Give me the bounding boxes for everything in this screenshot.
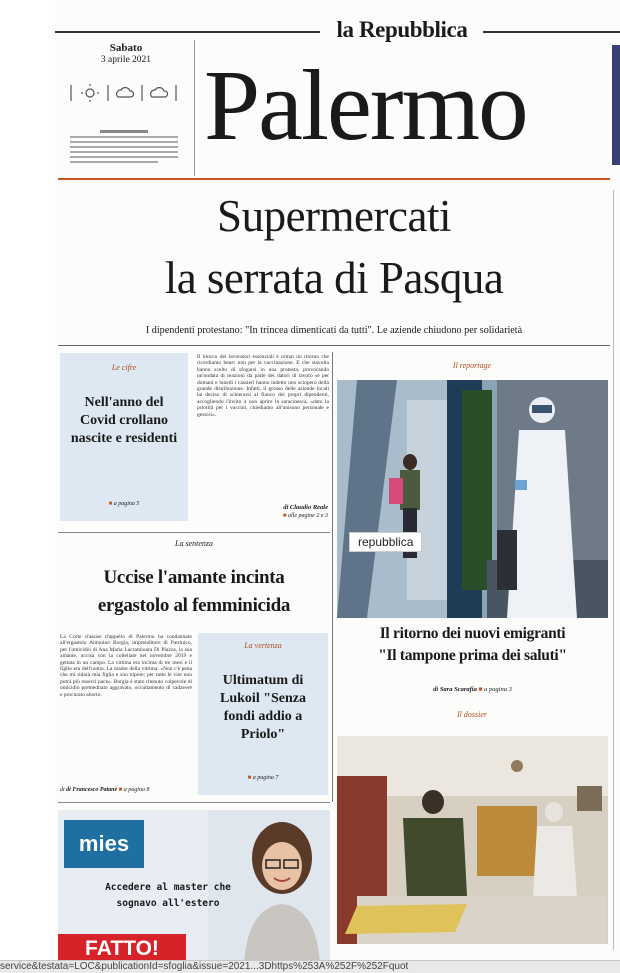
box-vertenza[interactable] [198,633,328,795]
dossier-photo[interactable] [337,736,608,944]
photo-tag: repubblica [349,532,422,552]
sentenza-byline: di di Francesco Patanè ■ a pagina 8 [60,787,150,793]
sentenza-kicker: La sentenza [175,539,213,548]
edge-strip [612,45,620,165]
masthead-rule-right [483,31,620,33]
date-full: 3 aprile 2021 [100,55,152,65]
reportage-photo[interactable] [337,380,608,618]
brand-logo: la Repubblica [336,17,468,42]
reportage-title-2[interactable]: "Il tampone prima dei saluti" [378,647,567,664]
box-vertenza-title: Ultimatum di Lukoil "Senza fondi addio a Priolo" [220,673,306,742]
cloud-icon [117,88,134,97]
ad-text: Accedere al master che sognavo all'estero [105,882,231,909]
lead-headline-1[interactable]: Supermercati [217,191,451,241]
ad-rule [58,802,330,803]
masthead-orange-rule [58,178,610,180]
lead-byline: di Claudio Reale [283,504,328,511]
ad-person-illustration [234,818,330,963]
box-cifre-ref: ■ a pagina 5 [108,501,140,507]
lead-ref: ■ alle pagine 2 e 3 [282,513,328,519]
masthead-divider [194,40,195,176]
lead-subhead: I dipendenti protestano: "In trincea dimenticati da tutti". Le aziende chiudono per solidarietà [145,325,523,336]
cloud-icon-2 [151,88,168,97]
sentenza-body: La Corte d'assise d'appello di Palermo ha condannato all'ergastolo Antonino Borgia, imprenditore di Partinico, per l'omicidio di Ana Maria Lacramioara Di Piazza, la sua amante, uccisa con la coltellate nel novembre 2019 e gettata in un campo. La vittima era incinta di tre mesi e il figlio era dell'uomo. La madre della vittima: «Non c'è pena che mi ridarà mia figlia e suo nipote; per tutte le vite non potrà più esserci pace». Borgia è stato ritenuto colpevole di omicidio premeditato aggravato, occultamento di cadavere e procurato aborto. [60,634,192,698]
ad-cta[interactable]: FATTO! [58,934,186,963]
masthead-rule-left [55,31,320,33]
box-cifre-kicker: Le cifre [111,363,137,372]
box-vertenza-kicker: La vertenza [244,641,282,650]
sentenza-rule [58,532,330,533]
masthead-fineprint [70,128,178,172]
dossier-kicker: Il dossier [457,710,487,719]
reportage-kicker: Il reportage [452,361,492,370]
date-day: Sabato [109,42,143,54]
sentenza-title-2[interactable]: ergastolo al femminicida [97,595,291,616]
reportage-byline: di Sara Scarafia ■ a pagina 3 [433,686,512,693]
box-cifre-title: Nell'anno del Covid crollano nascite e residenti [70,395,178,446]
ad-banner[interactable] [58,810,330,963]
column-divider [332,352,333,802]
next-page-edge [613,190,614,950]
sentenza-title-1[interactable]: Uccise l'amante incinta [103,567,285,588]
box-vertenza-ref: ■ a pagina 7 [247,775,279,781]
sun-icon [86,89,94,97]
section-rule [58,345,610,346]
reportage-title-1[interactable]: Il ritorno dei nuovi emigranti [379,625,566,642]
lead-headline-2[interactable]: la serrata di Pasqua [164,253,504,303]
city-title: Palermo [204,49,527,161]
status-url-bar: service&testata=LOC&publicationId=sfoglia&issue=2021...3Dhttps%253A%252F%252Fquot [0,960,620,973]
ad-logo: mies [64,820,144,868]
weather-icons [68,82,184,104]
box-cifre[interactable] [60,353,188,521]
lead-body: Il blocco dei lavoratori essenziali è ormai un ritorno che ricordiamo bene: non per la vaccinazione. E che stavolta hanno scelto di sfogarsi in una protesta, provocando un'ondata di reazioni da parte dei datori di lavoro se per domani e lunedì i cassieri hanno indetto uno sciopero della grande distribuzione. Infatti, il grosso delle aziende locali ha deciso di schierarsi al fianco dei propri dipendenti, accogliendo l'invito a non aprire la saracinesca, «dato la priorità per i vaccini, chiediamo all'unisono personale e gestori». [197,354,329,418]
